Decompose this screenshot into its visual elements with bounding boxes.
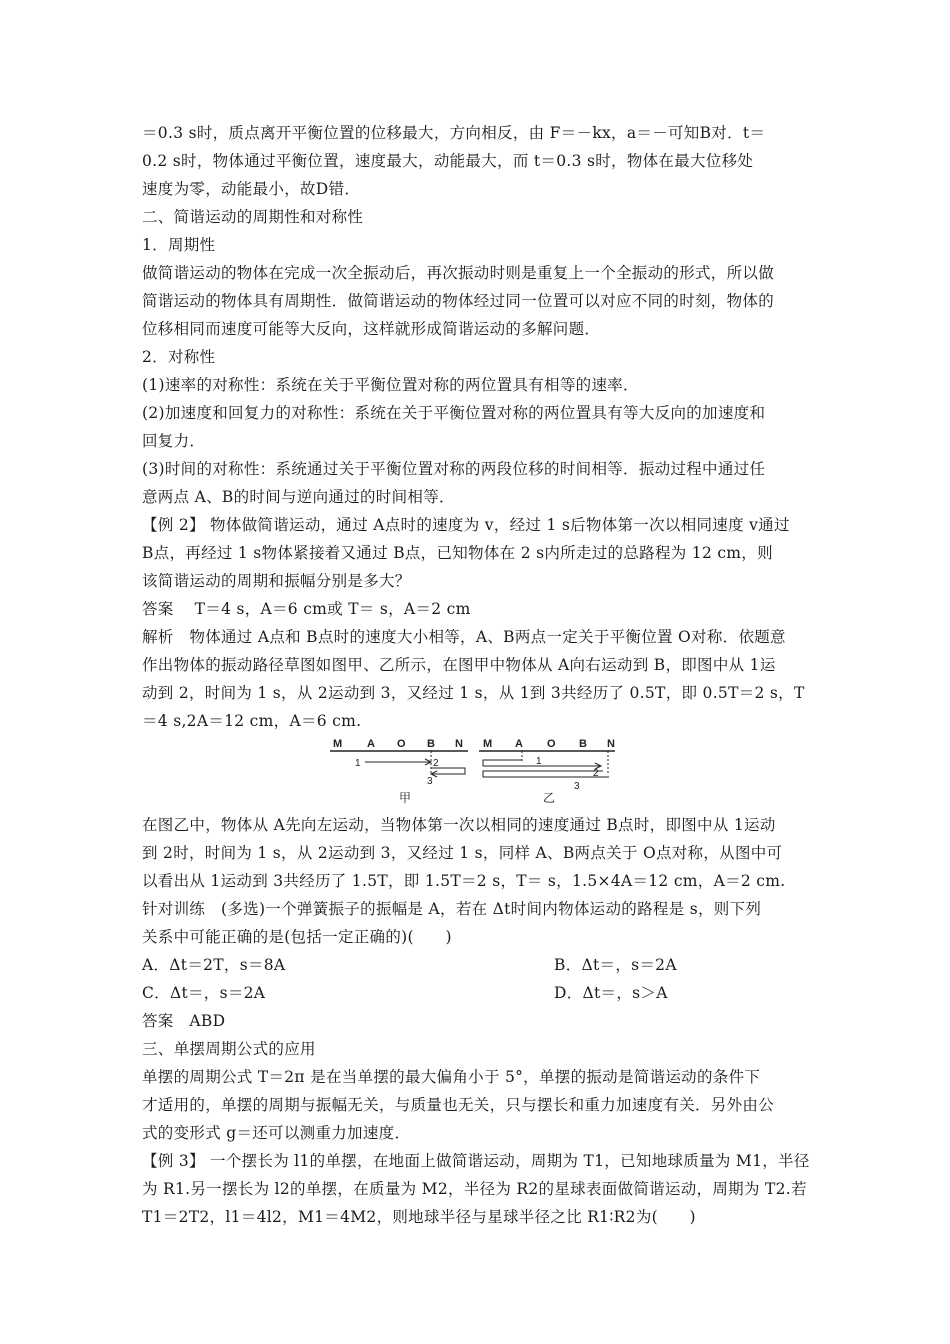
text-line: 动到 2，时间为 1 s，从 2运动到 3，又经过 1 s，从 1到 3共经历了 0.5T，即 0.5T＝2 s，T xyxy=(142,684,805,702)
point-label: N xyxy=(607,738,615,750)
text-line: 单摆的周期公式 T＝2π 是在当单摆的最大偏角小于 5°，单摆的振动是简谐运动的条件下 xyxy=(142,1068,761,1086)
analysis-line: 解析 物体通过 A点和 B点时的速度大小相等，A、B两点一定关于平衡位置 O对称．依题意 xyxy=(142,628,786,646)
text-line: 作出物体的振动路径草图如图甲、乙所示，在图甲中物体从 A向右运动到 B，即图中从 1运 xyxy=(142,656,776,674)
option-a: A．Δt＝2T，s＝8A xyxy=(142,956,286,974)
text-line: 意两点 A、B的时间与逆向通过的时间相等． xyxy=(142,488,455,506)
point-label: B xyxy=(579,738,587,750)
text-line: (1)速率的对称性：系统在关于平衡位置对称的两位置具有相等的速率． xyxy=(142,376,639,394)
answer-line: 答案 T＝4 s，A＝6 cm或 T＝ s，A＝2 cm xyxy=(142,600,471,618)
text-line: 式的变形式 g＝还可以测重力加速度． xyxy=(142,1124,411,1142)
point-label: A xyxy=(367,738,375,750)
text-line: 回复力． xyxy=(142,432,206,450)
point-label: O xyxy=(547,738,556,750)
point-label: A xyxy=(515,738,523,750)
text-line: 0.2 s时，物体通过平衡位置，速度最大，动能最大，而 t＝0.3 s时，物体在最大位移处 xyxy=(142,152,754,170)
text-line: 关系中可能正确的是(包括一定正确的)( ) xyxy=(142,928,452,946)
option-c: C．Δt＝，s＝2A xyxy=(142,984,266,1002)
option-d: D．Δt＝，s＞A xyxy=(554,984,668,1002)
text-line: B点，再经过 1 s物体紧接着又通过 B点，已知物体在 2 s内所走过的总路程为 12 cm，则 xyxy=(142,544,773,562)
text-line: (3)时间的对称性：系统通过关于平衡位置对称的两段位移的时间相等．振动过程中通过任 xyxy=(142,460,766,478)
text-line: ＝0.3 s时，质点离开平衡位置的位移最大，方向相反，由 F＝－kx，a＝－可知B对．t＝ xyxy=(142,124,766,142)
text-line: 速度为零，动能最小，故D错． xyxy=(142,180,361,198)
text-line: 为 R1.另一摆长为 l2的单摆，在质量为 M2，半径为 R2的星球表面做简谐运动，周期为 T2.若 xyxy=(142,1180,807,1198)
text-line: 该简谐运动的周期和振幅分别是多大？ xyxy=(142,572,411,590)
answer-line: 答案 ABD xyxy=(142,1012,226,1030)
text-line: (2)加速度和回复力的对称性：系统在关于平衡位置对称的两位置具有等大反向的加速度和 xyxy=(142,404,766,422)
path-right xyxy=(483,760,609,777)
subheading: 2．对称性 xyxy=(142,348,216,366)
point-label: M xyxy=(483,738,493,750)
path-mark: 2 xyxy=(433,758,439,769)
path-mark: 1 xyxy=(355,758,361,769)
option-row xyxy=(142,954,822,976)
path-left xyxy=(365,759,465,777)
path-mark: 1 xyxy=(536,756,542,767)
option-row xyxy=(142,982,822,1004)
option-b: B．Δt＝，s＝2A xyxy=(554,956,677,974)
point-label: O xyxy=(397,738,406,750)
text-line: 简谐运动的物体具有周期性．做简谐运动的物体经过同一位置可以对应不同的时刻，物体的 xyxy=(142,292,775,310)
section-heading: 二、简谐运动的周期性和对称性 xyxy=(142,208,364,226)
text-line: T1＝2T2，l1＝4l2，M1＝4M2，则地球半径与星球半径之比 R1∶R2为( ) xyxy=(142,1208,696,1226)
text-line: 以看出从 1运动到 3共经历了 1.5T，即 1.5T＝2 s，T＝ s，1.5×4A＝12 cm，A＝2 cm. xyxy=(142,872,786,890)
example-2-question: 【例 2】 物体做简谐运动，通过 A点时的速度为 v，经过 1 s后物体第一次以相同速度 v通过 xyxy=(142,516,790,534)
text-line: 才适用的，单摆的周期与振幅无关，与质量也无关，只与摆长和重力加速度有关．另外由公 xyxy=(142,1096,775,1114)
path-mark: 2 xyxy=(593,768,599,779)
text-line: ＝4 s,2A＝12 cm，A＝6 cm. xyxy=(142,712,362,730)
vibration-path-figure xyxy=(325,736,625,808)
text-line: 在图乙中，物体从 A先向左运动，当物体第一次以相同的速度通过 B点时，即图中从 1运动 xyxy=(142,816,776,834)
section-heading: 三、单摆周期公式的应用 xyxy=(142,1040,316,1058)
example-3-question: 【例 3】 一个摆长为 l1的单摆，在地面上做简谐运动，周期为 T1，已知地球质量为 M1，半径 xyxy=(142,1152,810,1170)
figure-caption-right: 乙 xyxy=(543,791,556,805)
path-mark: 3 xyxy=(427,776,433,787)
point-label: B xyxy=(427,738,435,750)
text-line: 位移相同而速度可能等大反向，这样就形成简谐运动的多解问题． xyxy=(142,320,601,338)
text-line: 到 2时，时间为 1 s，从 2运动到 3，又经过 1 s，同样 A、B两点关于 O点对称，从图中可 xyxy=(142,844,783,862)
point-label: N xyxy=(455,738,463,750)
subheading: 1．周期性 xyxy=(142,236,216,254)
point-label: M xyxy=(333,738,343,750)
figure-caption-left: 甲 xyxy=(399,791,412,805)
practice-question: 针对训练 (多选)一个弹簧振子的振幅是 A，若在 Δt时间内物体运动的路程是 s，则下列 xyxy=(142,900,762,918)
path-mark: 3 xyxy=(574,781,580,792)
text-line: 做简谐运动的物体在完成一次全振动后，再次振动时则是重复上一个全振动的形式，所以做 xyxy=(142,264,775,282)
